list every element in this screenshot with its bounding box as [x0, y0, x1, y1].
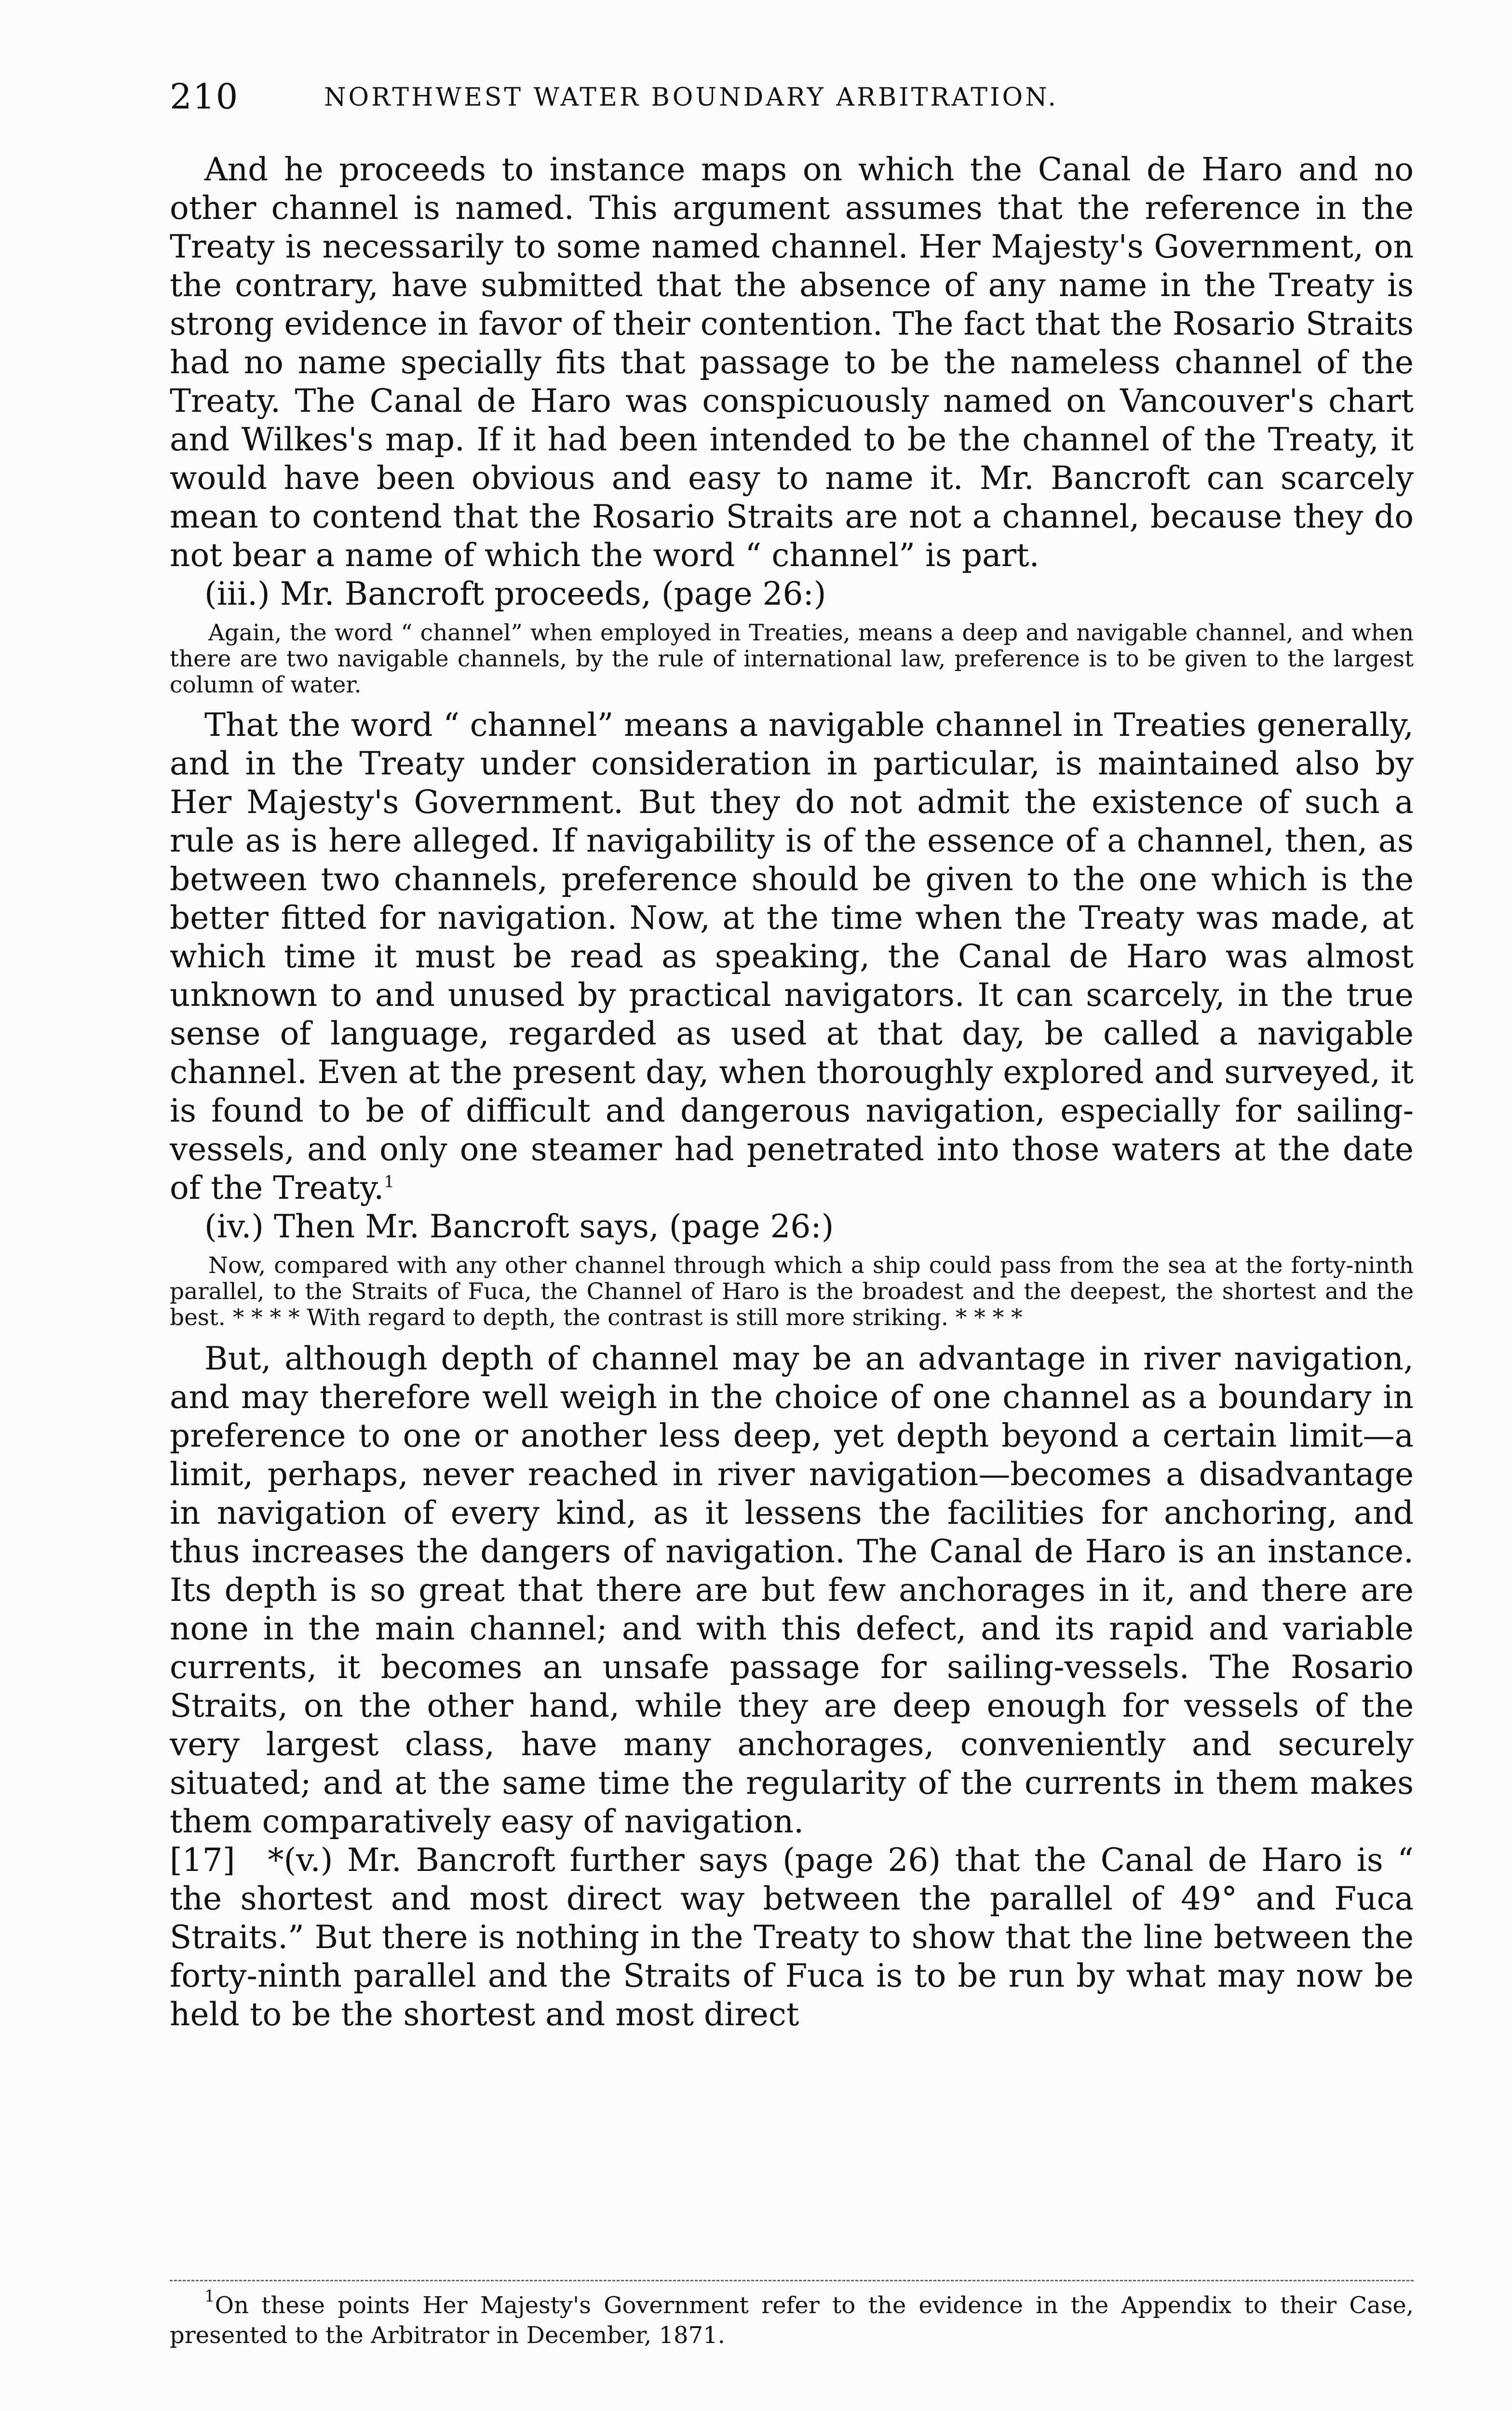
paragraph-v-text: *(v.) Mr. Bancroft further says (page 26) that the Canal de Haro is “ the shortest and most direct way between the parallel of 49° and Fuca Straits.” But there is nothing in the Treaty to show that the line between the forty-ninth parallel and the Straits of Fuca is to be run by what may now be held to be the shortest and most direct	[170, 1842, 1414, 2033]
paragraph-depth-argument: But, although depth of channel may be an advantage in river navigation, and may therefore well weigh in the choice of one channel as a boundary in preference to one or another less deep, yet depth beyond a certain limit—a limit, perhaps, never reached in river navigation—becomes a disadvantage in navigation of every kind, as it lessens the facilities for anchoring, and thus increases the dangers of navigation. The Canal de Haro is an instance. Its depth is so great that there are but few anchorages in it, and there are none in the main channel; and with this defect, and its rapid and variable currents, it becomes an unsafe passage for sailing-vessels. The Rosario Straits, on the other hand, while they are deep enough for vessels of the very largest class, have many anchorages, conveniently and securely situated; and at the same time the regularity of the currents in them makes them comparatively easy of navigation.	[170, 1340, 1414, 1840]
paragraph-iii-heading: (iii.) Mr. Bancroft proceeds, (page 26:)	[204, 575, 826, 612]
paragraph-maps-argument: And he proceeds to instance maps on which the Canal de Haro and no other channel is named. This argument assumes that the reference in the Treaty is necessarily to some named channel. Her Majesty's Government, on the contrary, have submitted that the absence of any name in the Treaty is strong evidence in favor of their contention. The fact that the Rosario Straits had no name specially fits that passage to be the nameless channel of the Treaty. The Canal de Haro was conspicuously named on Vancouver's chart and Wilkes's map. If it had been intended to be the channel of the Treaty, it would have been obvious and easy to name it. Mr. Bancroft can scarcely mean to contend that the Rosario Straits are not a channel, because they do not bear a name of which the word “ channel” is part.	[170, 151, 1414, 574]
paragraph-navigability	[170, 706, 1414, 1207]
paragraph-iv-heading: (iv.) Then Mr. Bancroft says, (page 26:)	[204, 1208, 834, 1245]
running-title: NORTHWEST WATER BOUNDARY ARBITRATION.	[324, 83, 1058, 112]
paragraph-navigability-text: That the word “ channel” means a navigable channel in Treaties generally, and in the Treaty under consideration in particular, is maintained also by Her Majesty's Government. But they do not admit the existence of such a rule as is here alleged. If navigability is of the essence of a channel, then, as between two channels, preference should be given to the one which is the better fitted for navigation. Now, at the time when the Treaty was made, at which time it must be read as speaking, the Canal de Haro was almost unknown to and unused by practical navigators. It can scarcely, in the true sense of language, regarded as used at that day, be called a navigable channel. Even at the present day, when thoroughly explored and surveyed, it is found to be of difficult and dangerous navigation, especially for sailing-vessels, and only one steamer had penetrated into those waters at the date of the Treaty.	[170, 706, 1414, 1206]
running-head	[170, 76, 1418, 115]
paragraph-v-shortest-route	[170, 1841, 1414, 2034]
main-text-column	[170, 150, 1414, 2034]
footnote-text: On these points Her Majesty's Government refer to the evidence in the Appendix to their Case, presented to the Arbitrator in December, 1871.	[170, 2292, 1414, 2349]
footnote	[170, 2287, 1414, 2350]
footnote-mark: 1	[204, 2287, 215, 2306]
marginal-page-marker: [17]	[170, 1842, 235, 1879]
footnote-reference: 1	[384, 1172, 394, 1192]
quoted-extract-channel-definition: Again, the word “ channel” when employed in Treaties, means a deep and navigable channel, and when there are two navigable channels, by the rule of international law, preference is to be given to the largest column of water.	[170, 620, 1414, 698]
page-number: 210	[170, 76, 239, 117]
footnote-divider	[170, 2280, 1414, 2281]
quoted-extract-channel-comparison: Now, compared with any other channel through which a ship could pass from the sea at the forty-ninth parallel, to the Straits of Fuca, the Channel of Haro is the broadest and the deepest, the shortest and the best. * * * * With regard to depth, the contrast is still more striking. * * * *	[170, 1252, 1414, 1331]
